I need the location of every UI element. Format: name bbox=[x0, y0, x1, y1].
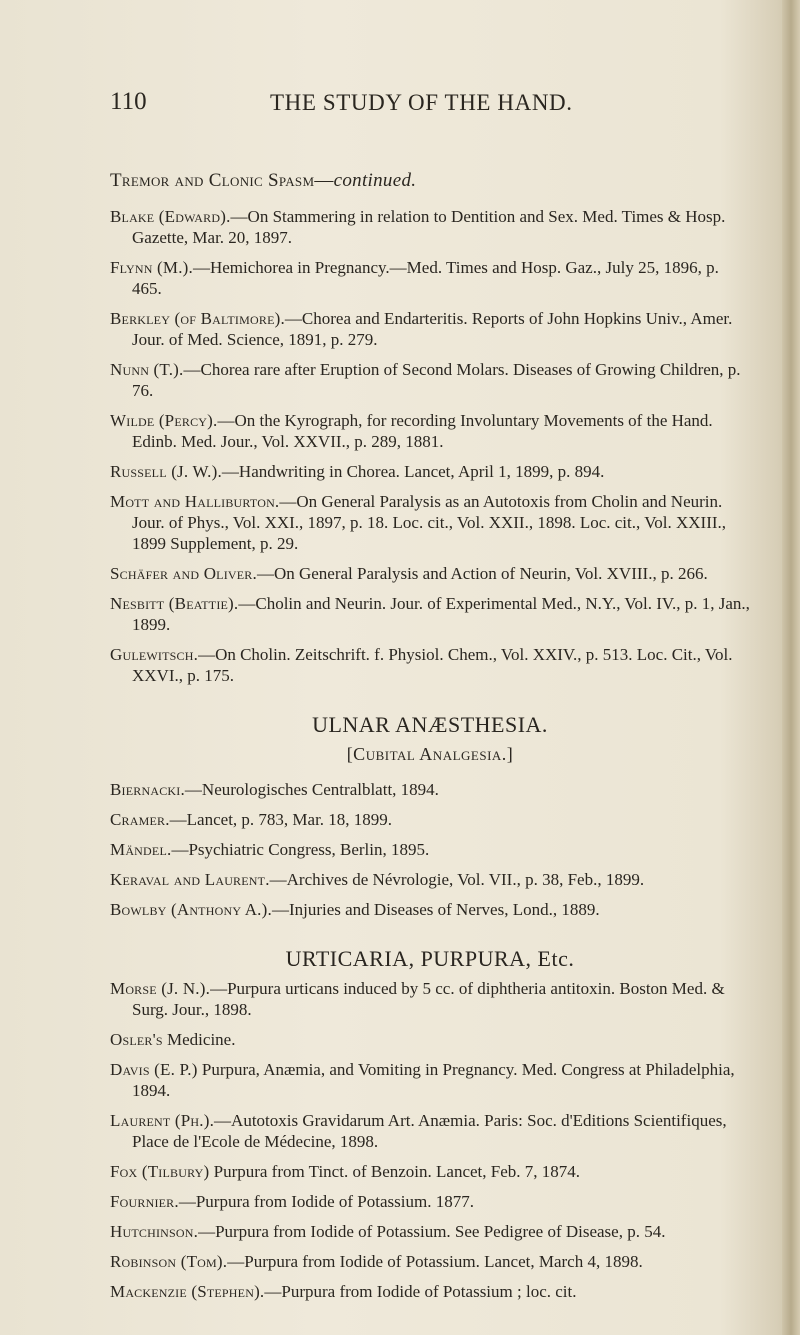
entry-author: Davis (E. P.) bbox=[110, 1060, 198, 1079]
bibliography-entry bbox=[110, 779, 750, 800]
entry-text: Medicine. bbox=[162, 1030, 236, 1049]
entry-author: Osler's bbox=[110, 1030, 163, 1049]
entry-text: —On Cholin. Zeitschrift. f. Physiol. Chem., Vol. XXIV., p. 513. Loc. Cit., Vol. XXVI., p. 175. bbox=[132, 645, 733, 685]
page-content bbox=[110, 170, 750, 1311]
entry-author: Blake (Edward). bbox=[110, 207, 231, 226]
entry-text: Purpura, Anæmia, and Vomiting in Pregnancy. Med. Congress at Philadelphia, 1894. bbox=[132, 1060, 735, 1100]
section-subtitle-ulnar: [Cubital Analgesia.] bbox=[346, 744, 514, 764]
bibliography-entry bbox=[110, 461, 750, 482]
entry-author: Cramer. bbox=[110, 810, 170, 829]
entry-text: —On General Paralysis as an Autotoxis from Cholin and Neurin. Jour. of Phys., Vol. XXI., 1897, p. 18. Loc. cit., Vol. XXII., 1898. Loc. cit., Vol. XXIII., 1899 Supplement, p. 29. bbox=[132, 492, 727, 553]
bibliography-entry bbox=[110, 869, 750, 890]
entry-author: Laurent (Ph.). bbox=[110, 1111, 215, 1130]
entry-text: —Psychiatric Congress, Berlin, 1895. bbox=[171, 840, 430, 859]
entry-text: —Chorea and Endarteritis. Reports of John Hopkins Univ., Amer. Jour. of Med. Science, 1891, p. 279. bbox=[132, 309, 733, 349]
entry-author: Nesbitt (Beattie). bbox=[110, 594, 239, 613]
bibliography-entry bbox=[110, 839, 750, 860]
entry-text: —Injuries and Diseases of Nerves, Lond., 1889. bbox=[271, 900, 600, 919]
entry-author: Schäfer and Oliver. bbox=[110, 564, 257, 583]
bibliography-entry bbox=[110, 206, 750, 248]
entry-text: —On General Paralysis and Action of Neurin, Vol. XVIII., p. 266. bbox=[256, 564, 708, 583]
bibliography-entry bbox=[110, 1029, 750, 1050]
entry-text: —On Stammering in relation to Dentition and Sex. Med. Times & Hosp. Gazette, Mar. 20, 1897. bbox=[132, 207, 726, 247]
bibliography-entry bbox=[110, 308, 750, 350]
entry-author: Flynn (M.). bbox=[110, 258, 193, 277]
entry-text: —Purpura from Iodide of Potassium. Lancet, March 4, 1898. bbox=[227, 1252, 643, 1271]
entry-text: —Lancet, p. 783, Mar. 18, 1899. bbox=[169, 810, 393, 829]
entry-text: —Purpura from Iodide of Potassium ; loc. cit. bbox=[264, 1282, 577, 1301]
entry-author: Bowlby (Anthony A.). bbox=[110, 900, 272, 919]
entry-author: Biernacki. bbox=[110, 780, 185, 799]
bibliography-entry bbox=[110, 1281, 750, 1302]
entry-author: Berkley (of Baltimore). bbox=[110, 309, 285, 328]
bibliography-entry bbox=[110, 899, 750, 920]
entry-text: —Cholin and Neurin. Jour. of Experimental Med., N.Y., Vol. IV., p. 1, Jan., 1899. bbox=[132, 594, 750, 634]
tremor-entry-list bbox=[110, 206, 750, 686]
bibliography-entry bbox=[110, 644, 750, 686]
entry-author: Mackenzie (Stephen). bbox=[110, 1282, 265, 1301]
bibliography-entry bbox=[110, 359, 750, 401]
bibliography-entry bbox=[110, 978, 750, 1020]
entry-author: Mändel. bbox=[110, 840, 172, 859]
entry-text: —Handwriting in Chorea. Lancet, April 1, 1899, p. 894. bbox=[221, 462, 605, 481]
section-title-ulnar: ULNAR ANÆSTHESIA. bbox=[312, 712, 548, 737]
bibliography-entry bbox=[110, 1161, 750, 1182]
entry-author: Gulewitsch. bbox=[110, 645, 199, 664]
section-title-tremor: Tremor and Clonic Spasm—continued. bbox=[110, 170, 417, 191]
entry-author: Wilde (Percy). bbox=[110, 411, 218, 430]
entry-author: Fournier. bbox=[110, 1192, 179, 1211]
entry-author: Hutchinson. bbox=[110, 1222, 199, 1241]
bibliography-entry bbox=[110, 1191, 750, 1212]
entry-text: —Chorea rare after Eruption of Second Molars. Diseases of Growing Children, p. 76. bbox=[132, 360, 741, 400]
entry-text: —Neurologisches Centralblatt, 1894. bbox=[184, 780, 439, 799]
entry-text: —Autotoxis Gravidarum Art. Anæmia. Paris: Soc. d'Editions Scientifiques, Place de l'Ecole de Médecine, 1898. bbox=[132, 1111, 727, 1151]
bibliography-entry bbox=[110, 491, 750, 554]
bibliography-entry bbox=[110, 593, 750, 635]
entry-text: —Purpura from Iodide of Potassium. 1877. bbox=[178, 1192, 474, 1211]
entry-text: —Hemichorea in Pregnancy.—Med. Times and Hosp. Gaz., July 25, 1896, p. 465. bbox=[132, 258, 719, 298]
bibliography-entry bbox=[110, 257, 750, 299]
bibliography-entry bbox=[110, 563, 750, 584]
bibliography-entry bbox=[110, 1251, 750, 1272]
running-title: THE STUDY OF THE HAND. bbox=[270, 90, 573, 115]
urticaria-entry-list bbox=[110, 978, 750, 1302]
entry-author: Russell (J. W.). bbox=[110, 462, 222, 481]
entry-text: Purpura from Tinct. of Benzoin. Lancet, Feb. 7, 1874. bbox=[209, 1162, 581, 1181]
entry-author: Keraval and Laurent. bbox=[110, 870, 270, 889]
continued-label: continued. bbox=[333, 170, 417, 191]
ulnar-entry-list bbox=[110, 779, 750, 920]
page-number: 110 bbox=[110, 88, 147, 115]
entry-author: Nunn (T.). bbox=[110, 360, 184, 379]
section-title-urticaria: URTICARIA, PURPURA, Etc. bbox=[285, 946, 575, 971]
entry-author: Mott and Halliburton. bbox=[110, 492, 280, 511]
page-header bbox=[110, 88, 750, 128]
entry-author: Fox (Tilbury) bbox=[110, 1162, 210, 1181]
bibliography-entry bbox=[110, 1221, 750, 1242]
entry-text: —Archives de Névrologie, Vol. VII., p. 38, Feb., 1899. bbox=[269, 870, 645, 889]
entry-text: —Purpura from Iodide of Potassium. See Pedigree of Disease, p. 54. bbox=[198, 1222, 666, 1241]
entry-author: Robinson (Tom). bbox=[110, 1252, 228, 1271]
entry-text: —Purpura urticans induced by 5 cc. of diphtheria antitoxin. Boston Med. & Surg. Jour., 1898. bbox=[132, 979, 725, 1019]
bibliography-entry bbox=[110, 809, 750, 830]
entry-author: Morse (J. N.). bbox=[110, 979, 211, 998]
page-edge-shadow bbox=[782, 0, 800, 1335]
bibliography-entry bbox=[110, 1110, 750, 1152]
bibliography-entry bbox=[110, 1059, 750, 1101]
entry-text: —On the Kyrograph, for recording Involuntary Movements of the Hand. Edinb. Med. Jour., Vol. XXVII., p. 289, 1881. bbox=[132, 411, 713, 451]
bibliography-entry bbox=[110, 410, 750, 452]
